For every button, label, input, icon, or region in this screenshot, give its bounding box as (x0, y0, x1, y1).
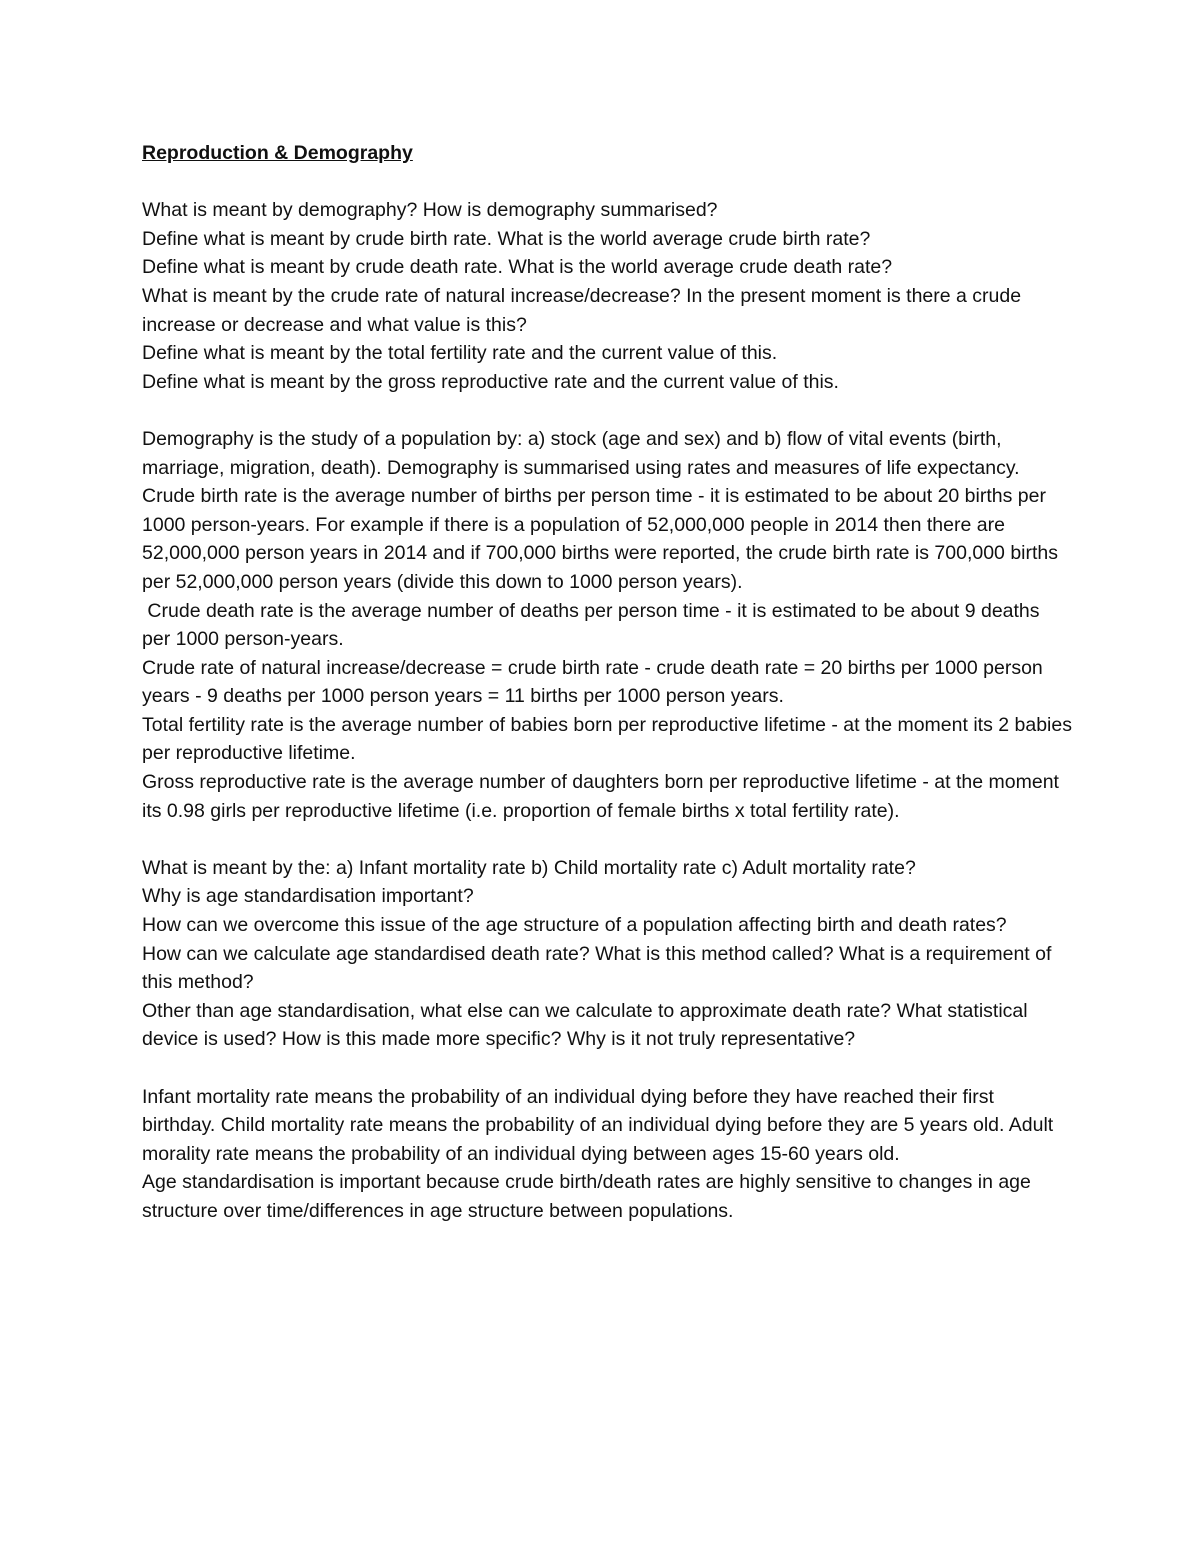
questions-section-1 (142, 196, 1072, 396)
questions-section-2 (142, 854, 1072, 1054)
question-line: How can we overcome this issue of the age structure of a population affecting birth and death rates? (142, 914, 1007, 937)
question-line: Define what is meant by crude death rate. What is the world average crude death rate? (142, 256, 893, 279)
answer-paragraph: Crude rate of natural increase/decrease = crude birth rate - crude death rate = 20 births per 1000 person years - 9 deaths per 1000 person years = 11 births per 1000 person years. (142, 656, 1043, 708)
question-line: What is meant by the crude rate of natural increase/decrease? In the present moment is there a crude increase or decrease and what value is this? (142, 284, 1022, 336)
answer-paragraph: Infant mortality rate means the probability of an individual dying before they have reached their first birthday. Child mortality rate means the probability of an individual dying before they are 5 years old. Adult morality rate means the probability of an individual dying between ages 15-60 years old. (142, 1085, 1054, 1165)
answer-paragraph: Gross reproductive rate is the average number of daughters born per reproductive lifetime - at the moment its 0.98 girls per reproductive lifetime (i.e. proportion of female births x total fertility rate). (142, 771, 1059, 822)
question-line: Define what is meant by the gross reproductive rate and the current value of this. (142, 370, 839, 393)
answer-paragraph: Crude death rate is the average number of deaths per person time - it is estimated to be about 9 deaths per 1000 person-years. (142, 599, 1045, 651)
answer-paragraph: Demography is the study of a population by: a) stock (age and sex) and b) flow of vital events (birth, marriage, migration, death). Demography is summarised using rates and measures of life expectancy. (142, 427, 1020, 479)
question-line: Define what is meant by crude birth rate. What is the world average crude birth rate? (142, 227, 871, 250)
document-body (142, 139, 1072, 1226)
answers-section-1 (142, 425, 1072, 825)
question-line: What is meant by demography? How is demography summarised? (142, 199, 718, 222)
question-line: Define what is meant by the total fertility rate and the current value of this. (142, 342, 778, 365)
answer-paragraph: Crude birth rate is the average number of births per person time - it is estimated to be about 20 births per 1000 person-years. For example if there is a population of 52,000,000 people in 2014 then there are 52,000,000 person years in 2014 and if 700,000 births were reported, the crude birth rate is 700,000 births per 52,000,000 person years (divide this down to 1000 person years). (142, 485, 1059, 593)
document-title: Reproduction & Demography (142, 142, 413, 164)
question-line: Why is age standardisation important? (142, 885, 474, 908)
question-line: How can we calculate age standardised death rate? What is this method called? What is a requirement of this method? (142, 942, 1052, 994)
answer-paragraph: Age standardisation is important because crude birth/death rates are highly sensitive to changes in age structure over time/differences in age structure between populations. (142, 1171, 1031, 1222)
question-line: What is meant by the: a) Infant mortality rate b) Child mortality rate c) Adult mortality rate? (142, 856, 916, 879)
answers-section-2 (142, 1083, 1072, 1226)
answer-paragraph: Total fertility rate is the average number of babies born per reproductive lifetime - at the moment its 2 babies per reproductive lifetime. (142, 713, 1072, 765)
question-line: Other than age standardisation, what else can we calculate to approximate death rate? What statistical device is used? How is this made more specific? Why is it not truly representative? (142, 999, 1028, 1051)
